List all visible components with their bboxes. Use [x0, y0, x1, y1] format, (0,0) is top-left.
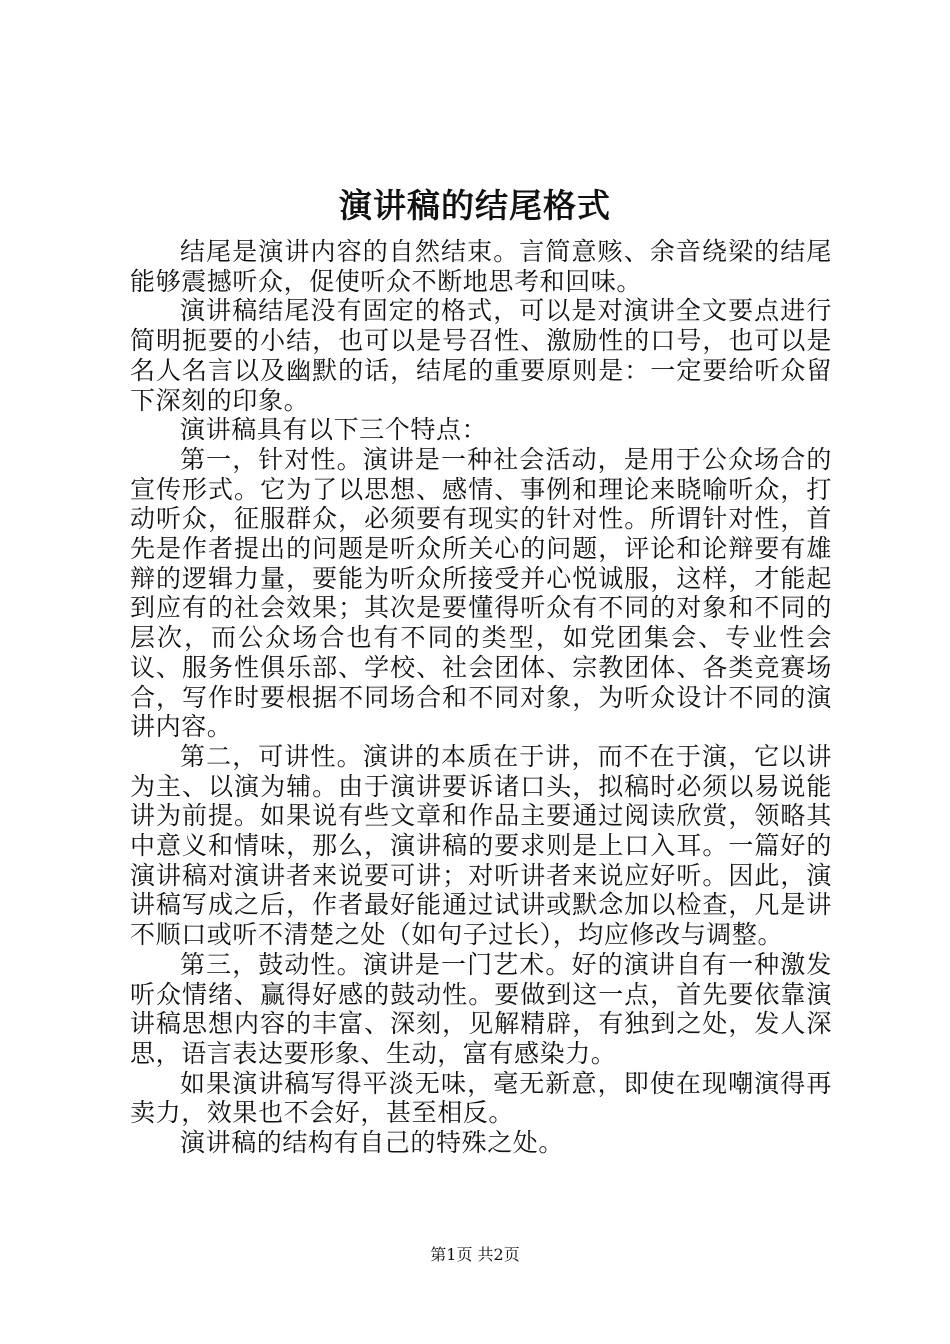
- paragraph-2: 演讲稿结尾没有固定的格式，可以是对演讲全文要点进行简明扼要的小结，也可以是号召性、激励性的口号，也可以是名人名言以及幽默的话，结尾的重要原则是：一定要给听众留下深刻的印象。: [130, 296, 832, 415]
- paragraph-5: 第二，可讲性。演讲的本质在于讲，而不在于演，它以讲为主、以演为辅。由于演讲要诉诸口头，拟稿时必须以易说能讲为前提。如果说有些文章和作品主要通过阅读欣赏，领略其中意义和情味，那么，演讲稿的要求则是上口入耳。一篇好的演讲稿对演讲者来说要可讲；对听讲者来说应好听。因此，演讲稿写成之后，作者最好能通过试讲或默念加以检查，凡是讲不顺口或听不清楚之处（如句子过长），均应修改与调整。: [130, 741, 832, 950]
- paragraph-8: 演讲稿的结构有自己的特殊之处。: [180, 1128, 565, 1158]
- paragraph-7: 如果演讲稿写得平淡无味，毫无新意，即使在现嘲演得再卖力，效果也不会好，甚至相反。: [130, 1068, 832, 1128]
- document-title: 演讲稿的结尾格式: [339, 186, 611, 225]
- paragraph-4: 第一，针对性。演讲是一种社会活动，是用于公众场合的宣传形式。它为了以思想、感情、事例和理论来晓喻听众，打动听众，征服群众，必须要有现实的针对性。所谓针对性，首先是作者提出的问题是听众所关心的问题，评论和论辩要有雄辩的逻辑力量，要能为听众所接受并心悦诚服，这样，才能起到应有的社会效果；其次是要懂得听众有不同的对象和不同的层次，而公众场合也有不同的类型，如党团集会、专业性会议、服务性俱乐部、学校、社会团体、宗教团体、各类竞赛场合，写作时要根据不同场合和不同对象，为听众设计不同的演讲内容。: [130, 444, 832, 742]
- paragraph-3: 演讲稿具有以下三个特点：: [180, 415, 488, 445]
- document-body: [130, 237, 832, 1158]
- page-number-footer: 第1页 共2页: [430, 1245, 520, 1264]
- paragraph-1: 结尾是演讲内容的自然结束。言简意赅、余音绕梁的结尾能够震撼听众，促使听众不断地思考和回味。: [130, 237, 832, 296]
- paragraph-6: 第三，鼓动性。演讲是一门艺术。好的演讲自有一种激发听众情绪、赢得好感的鼓动性。要做到这一点，首先要依靠演讲稿思想内容的丰富、深刻，见解精辟，有独到之处，发人深思，语言表达要形象、生动，富有感染力。: [130, 949, 832, 1068]
